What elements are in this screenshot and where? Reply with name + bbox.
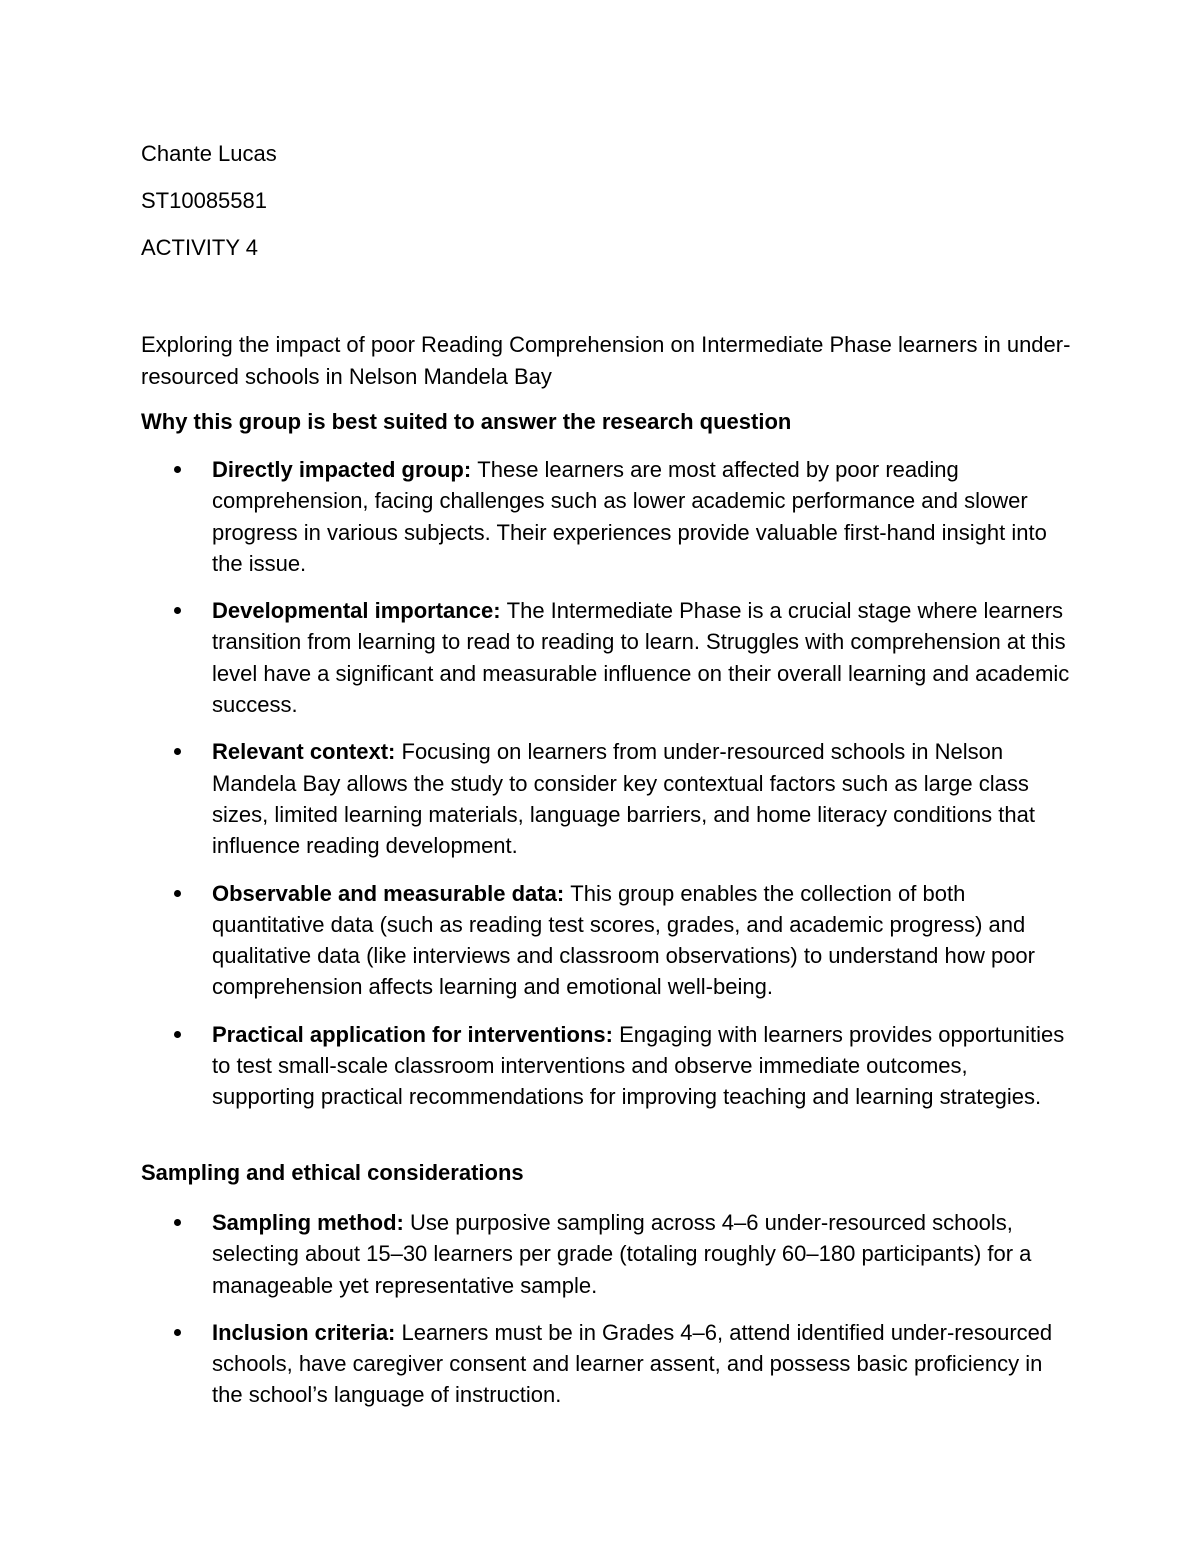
item-text: This group enables the collection of both quantitative data (such as reading test scores, grades, and academic progress) and qualitative data (like interviews and classroom observations) to understand how poor comprehension affects learning and emotional well-being.: [212, 880, 1035, 1000]
bullet-icon: [174, 748, 181, 755]
bullet-icon: [174, 1219, 181, 1226]
item-text: Engaging with learners provides opportunities to test small-scale classroom interventions and observe immediate outcomes, supporting practical recommendations for improving teaching and learning strategies.: [212, 1021, 1065, 1110]
list-item: [141, 454, 1071, 579]
list-item: [141, 878, 1071, 1003]
bullet-icon: [174, 1031, 181, 1038]
section-heading: Why this group is best suited to answer the research question: [141, 409, 792, 434]
list-item: [141, 1317, 1071, 1411]
list-item: [141, 1207, 1071, 1301]
item-text: Focusing on learners from under-resourced schools in Nelson Mandela Bay allows the study to consider key contextual factors such as large class sizes, limited learning materials, language barriers, and home literacy conditions that influence reading development.: [212, 739, 1035, 859]
bullet-icon: [174, 1329, 181, 1336]
bullet-icon: [174, 890, 181, 897]
bullet-list: [141, 454, 1071, 1129]
item-text: The Intermediate Phase is a crucial stage where learners transition from learning to read to reading to learn. Struggles with comprehension at this level have a significant and measurable influence on their overall learning and academic success.: [212, 598, 1070, 718]
item-term: Practical application for interventions:: [212, 1021, 620, 1047]
document-title: Exploring the impact of poor Reading Comprehension on Intermediate Phase learners in under-resourced schools in Nelson Mandela Bay: [141, 332, 1071, 389]
section-heading: Sampling and ethical considerations: [141, 1160, 524, 1185]
bullet-icon: [174, 466, 181, 473]
list-item: [141, 595, 1071, 720]
student-id: ST10085581: [141, 188, 267, 213]
item-term: Relevant context:: [212, 739, 402, 765]
item-term: Inclusion criteria:: [212, 1319, 402, 1345]
list-item: [141, 736, 1071, 861]
bullet-list: [141, 1207, 1071, 1427]
item-term: Developmental importance:: [212, 598, 507, 624]
list-item: [141, 1019, 1071, 1113]
item-text: Learners must be in Grades 4–6, attend identified under-resourced schools, have caregiver consent and learner assent, and possess basic proficiency in the school’s language of instruction.: [212, 1319, 1053, 1408]
bullet-icon: [174, 607, 181, 614]
item-text: Use purposive sampling across 4–6 under-resourced schools, selecting about 15–30 learners per grade (totaling roughly 60–180 participants) for a manageable yet representative sample.: [212, 1210, 1032, 1298]
item-term: Directly impacted group:: [212, 457, 478, 482]
item-term: Sampling method:: [212, 1210, 410, 1235]
activity-label: ACTIVITY 4: [141, 235, 258, 260]
item-term: Observable and measurable data:: [212, 880, 571, 906]
item-text: These learners are most affected by poor reading comprehension, facing challenges such as lower academic performance and slower progress in various subjects. Their experiences provide valuable first-hand insight into the issue.: [212, 457, 1047, 576]
student-name: Chante Lucas: [141, 141, 277, 166]
